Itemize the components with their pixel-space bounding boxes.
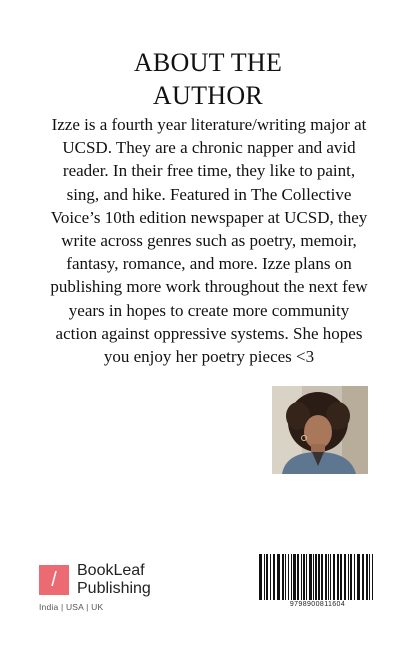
barcode-bar [372,554,373,600]
barcode-bar [303,554,305,600]
barcode-bar [259,554,262,600]
barcode-bar [288,554,289,600]
publisher-name [77,562,151,598]
barcode-bar [328,554,329,600]
barcode-bar [285,554,286,600]
publisher-logo [39,562,199,625]
barcode-bar [266,554,268,600]
barcode-bar [270,554,271,600]
barcode-bar [318,554,320,600]
barcode-bar [301,554,302,600]
publisher-name-line-1: BookLeaf [77,562,145,579]
barcode-bar [264,554,265,600]
barcode-bar [369,554,370,600]
barcode-bar [277,554,280,600]
barcode-bar [362,554,364,600]
barcode-bar [297,554,299,600]
barcode-bar [350,554,352,600]
page-title [0,46,416,112]
barcode-bar [282,554,284,600]
publisher-name-line-2: Publishing [77,580,151,597]
author-bio: Izze is a fourth year literature/writing major at UCSD. They are a chronic napper and avid reader. In their free time, they like to paint, sing, and hike. Featured in The Collective Voice’s 10th edition newspaper at UCSD, they write across genres such as poetry, memoir, fantasy, romance, and more. Izze plans on publishing more work throughout the next few years in hopes to create more community action against oppressive systems. She hopes you enjoy her poetry pieces <3 [50,115,368,367]
publisher-regions: India | USA | UK [39,602,104,612]
barcode-bar [273,554,275,600]
barcode-bar [344,554,346,600]
barcode-bar [315,554,317,600]
isbn-number: 9798900811604 [289,601,346,608]
barcode-bar [366,554,368,600]
barcode-bar [333,554,335,600]
barcode-bar [306,554,307,600]
barcode-bar [330,554,331,600]
title-line-1: ABOUT THE [133,48,283,77]
barcode-bar [337,554,339,600]
publisher-mark-icon: / [39,565,69,595]
barcode-bar [309,554,312,600]
barcode-bar [354,554,355,600]
barcode-bar [340,554,342,600]
barcode-bars [257,554,378,600]
barcode-bar [357,554,360,600]
barcode-bar [293,554,296,600]
title-line-2: AUTHOR [152,81,264,110]
author-portrait [272,386,368,474]
barcode-bar [325,554,327,600]
barcode-bar [291,554,292,600]
barcode-bar [348,554,349,600]
barcode-bar [321,554,323,600]
barcode-bar [313,554,314,600]
author-photo [272,386,368,474]
